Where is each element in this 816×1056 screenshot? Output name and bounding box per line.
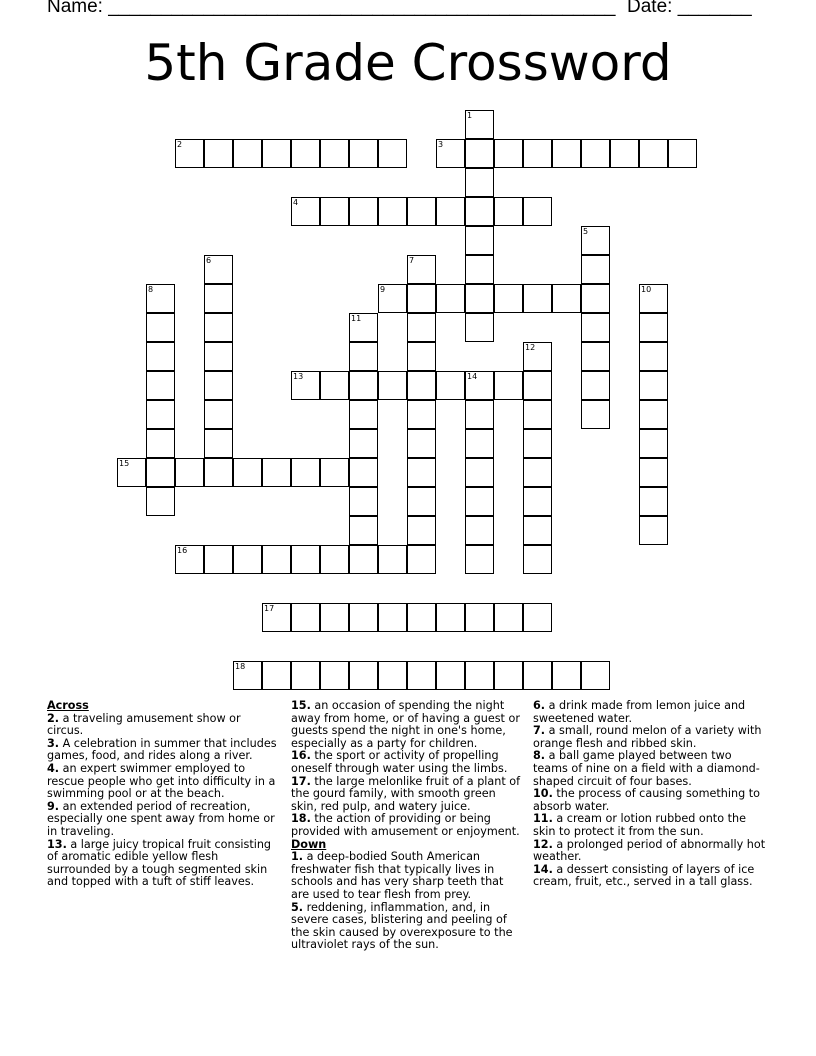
grid-cell[interactable] bbox=[291, 458, 320, 487]
grid-cell[interactable] bbox=[639, 487, 668, 516]
grid-cell[interactable] bbox=[146, 458, 175, 487]
grid-cell[interactable] bbox=[639, 313, 668, 342]
grid-cell[interactable] bbox=[146, 284, 175, 313]
grid-cell[interactable] bbox=[349, 400, 378, 429]
grid-cell[interactable] bbox=[349, 516, 378, 545]
down-clue-6: 6. a drink made from lemon juice and sweetened water. bbox=[533, 699, 746, 725]
grid-cell[interactable] bbox=[407, 197, 436, 226]
grid-cell[interactable] bbox=[436, 603, 465, 632]
grid-cell[interactable] bbox=[581, 661, 610, 690]
grid-cell[interactable] bbox=[465, 516, 494, 545]
grid-cell[interactable] bbox=[262, 603, 291, 632]
grid-cell[interactable] bbox=[581, 400, 610, 429]
across-clue-4: 4. an expert swimmer employed to rescue people who get into difficulty in a swimming pool or at the beach. bbox=[47, 761, 276, 801]
across-clue-17: 17. the large melonlike fruit of a plant of the gourd family, with smooth green skin, red pulp, and watery juice. bbox=[291, 774, 521, 813]
grid-cell[interactable] bbox=[320, 458, 349, 487]
grid-cell[interactable] bbox=[378, 661, 407, 690]
grid-cell[interactable] bbox=[494, 661, 523, 690]
grid-cell[interactable] bbox=[204, 313, 233, 342]
grid-cell[interactable] bbox=[465, 487, 494, 516]
grid-cell[interactable] bbox=[233, 545, 262, 574]
grid-cell[interactable] bbox=[465, 400, 494, 429]
grid-cell[interactable] bbox=[407, 400, 436, 429]
grid-cell[interactable] bbox=[262, 458, 291, 487]
grid-cell[interactable] bbox=[291, 545, 320, 574]
grid-cell[interactable] bbox=[639, 371, 668, 400]
grid-cell[interactable] bbox=[494, 197, 523, 226]
grid-cell[interactable] bbox=[233, 139, 262, 168]
grid-cell[interactable] bbox=[349, 661, 378, 690]
grid-cell[interactable] bbox=[639, 458, 668, 487]
grid-cell[interactable] bbox=[523, 429, 552, 458]
grid-cell[interactable] bbox=[407, 545, 436, 574]
grid-cell[interactable] bbox=[378, 603, 407, 632]
clues-column-1 bbox=[47, 700, 280, 889]
clue-number: 5 bbox=[583, 227, 589, 236]
grid-cell[interactable] bbox=[349, 458, 378, 487]
grid-cell[interactable] bbox=[378, 284, 407, 313]
grid-cell[interactable] bbox=[581, 255, 610, 284]
clue-number: 1 bbox=[467, 111, 473, 120]
grid-cell[interactable] bbox=[436, 284, 465, 313]
grid-cell[interactable] bbox=[146, 400, 175, 429]
grid-cell[interactable] bbox=[378, 545, 407, 574]
grid-cell[interactable] bbox=[407, 255, 436, 284]
clue-number: 18 bbox=[235, 662, 246, 671]
grid-cell[interactable] bbox=[465, 429, 494, 458]
grid-cell[interactable] bbox=[494, 603, 523, 632]
grid-cell[interactable] bbox=[407, 313, 436, 342]
grid-cell[interactable] bbox=[436, 139, 465, 168]
grid-cell[interactable] bbox=[233, 458, 262, 487]
across-clue-13: 13. a large juicy tropical fruit consisting of aromatic edible yellow flesh surrounded by a tough segmented skin and topped with a tuft of stiff leaves. bbox=[47, 837, 272, 889]
clue-number: 14 bbox=[467, 372, 478, 381]
clue-number: 10 bbox=[641, 285, 652, 294]
grid-cell[interactable] bbox=[175, 139, 204, 168]
grid-cell[interactable] bbox=[465, 255, 494, 284]
grid-cell[interactable] bbox=[407, 429, 436, 458]
grid-cell[interactable] bbox=[523, 516, 552, 545]
grid-cell[interactable] bbox=[378, 371, 407, 400]
clue-number: 12 bbox=[525, 343, 536, 352]
grid-cell[interactable] bbox=[320, 603, 349, 632]
down-clue-1: 1. a deep-bodied South American freshwater fish that typically lives in schools and has very sharp teeth that are used to tear flesh from prey. bbox=[291, 850, 504, 901]
grid-cell[interactable] bbox=[262, 139, 291, 168]
grid-cell[interactable] bbox=[581, 371, 610, 400]
clues-column-3 bbox=[533, 700, 766, 889]
grid-cell[interactable] bbox=[349, 197, 378, 226]
grid-cell[interactable] bbox=[465, 458, 494, 487]
grid-cell[interactable] bbox=[146, 342, 175, 371]
grid-cell[interactable] bbox=[523, 284, 552, 313]
grid-cell[interactable] bbox=[204, 139, 233, 168]
clues-column-2 bbox=[291, 700, 524, 952]
grid-cell[interactable] bbox=[610, 139, 639, 168]
grid-cell[interactable] bbox=[581, 284, 610, 313]
grid-cell[interactable] bbox=[407, 284, 436, 313]
grid-cell[interactable] bbox=[581, 313, 610, 342]
grid-cell[interactable] bbox=[204, 284, 233, 313]
grid-cell[interactable] bbox=[349, 545, 378, 574]
grid-cell[interactable] bbox=[436, 661, 465, 690]
clue-number: 2 bbox=[177, 140, 183, 149]
grid-cell[interactable] bbox=[291, 197, 320, 226]
grid-cell[interactable] bbox=[581, 342, 610, 371]
clue-number: 7 bbox=[409, 256, 415, 265]
clue-number: 4 bbox=[293, 198, 299, 207]
grid-cell[interactable] bbox=[465, 545, 494, 574]
grid-cell[interactable] bbox=[204, 429, 233, 458]
grid-cell[interactable] bbox=[523, 545, 552, 574]
down-clue-14: 14. a dessert consisting of layers of ice cream, fruit, etc., served in a tall glass. bbox=[533, 862, 755, 889]
clue-number: 3 bbox=[438, 140, 444, 149]
grid-cell[interactable] bbox=[320, 661, 349, 690]
grid-cell[interactable] bbox=[146, 429, 175, 458]
grid-cell[interactable] bbox=[146, 371, 175, 400]
down-heading: Down bbox=[291, 837, 327, 851]
grid-cell[interactable] bbox=[639, 139, 668, 168]
grid-cell[interactable] bbox=[523, 487, 552, 516]
date-field-label: Date: _______ bbox=[627, 0, 752, 17]
grid-cell[interactable] bbox=[407, 661, 436, 690]
grid-cell[interactable] bbox=[639, 342, 668, 371]
grid-cell[interactable] bbox=[349, 342, 378, 371]
down-clue-12: 12. a prolonged period of abnormally hot weather. bbox=[533, 837, 766, 864]
grid-cell[interactable] bbox=[465, 603, 494, 632]
down-clue-8: 8. a ball game played between two teams of nine on a field with a diamond-shaped circuit of four bases. bbox=[533, 749, 760, 788]
grid-cell[interactable] bbox=[494, 371, 523, 400]
across-heading: Across bbox=[47, 699, 89, 712]
grid-cell[interactable] bbox=[349, 313, 378, 342]
grid-cell[interactable] bbox=[291, 603, 320, 632]
grid-cell[interactable] bbox=[291, 661, 320, 690]
grid-cell[interactable] bbox=[494, 139, 523, 168]
across-clue-16: 16. the sport or activity of propelling oneself through water using the limbs. bbox=[291, 749, 508, 775]
grid-cell[interactable] bbox=[465, 371, 494, 400]
grid-cell[interactable] bbox=[349, 487, 378, 516]
down-clue-11: 11. a cream or lotion rubbed onto the skin to protect it from the sun. bbox=[533, 812, 746, 838]
grid-cell[interactable] bbox=[407, 487, 436, 516]
grid-cell[interactable] bbox=[523, 197, 552, 226]
grid-cell[interactable] bbox=[291, 139, 320, 168]
name-field-label: Name: ________________________________________________ bbox=[47, 0, 616, 17]
grid-cell[interactable] bbox=[523, 139, 552, 168]
grid-cell[interactable] bbox=[465, 661, 494, 690]
grid-cell[interactable] bbox=[204, 255, 233, 284]
grid-cell[interactable] bbox=[523, 371, 552, 400]
clue-number: 16 bbox=[177, 546, 188, 555]
clue-number: 6 bbox=[206, 256, 212, 265]
grid-cell[interactable] bbox=[552, 661, 581, 690]
across-clue-15: 15. an occasion of spending the night away from home, or of having a guest or guests spend the night in one's home, especially as a party for children. bbox=[291, 699, 520, 750]
across-clue-3: 3. A celebration in summer that includes games, food, and rides along a river. bbox=[47, 736, 277, 763]
grid-cell[interactable] bbox=[204, 458, 233, 487]
grid-cell[interactable] bbox=[523, 458, 552, 487]
grid-cell[interactable] bbox=[465, 197, 494, 226]
grid-cell[interactable] bbox=[465, 110, 494, 139]
grid-cell[interactable] bbox=[552, 284, 581, 313]
grid-cell[interactable] bbox=[204, 371, 233, 400]
grid-cell[interactable] bbox=[581, 139, 610, 168]
grid-cell[interactable] bbox=[407, 458, 436, 487]
grid-cell[interactable] bbox=[349, 429, 378, 458]
grid-cell[interactable] bbox=[349, 371, 378, 400]
grid-cell[interactable] bbox=[262, 661, 291, 690]
grid-cell[interactable] bbox=[668, 139, 697, 168]
clue-number: 17 bbox=[264, 604, 275, 613]
grid-cell[interactable] bbox=[378, 197, 407, 226]
grid-cell[interactable] bbox=[552, 139, 581, 168]
grid-cell[interactable] bbox=[291, 371, 320, 400]
grid-cell[interactable] bbox=[233, 661, 262, 690]
grid-cell[interactable] bbox=[378, 139, 407, 168]
grid-cell[interactable] bbox=[465, 226, 494, 255]
grid-cell[interactable] bbox=[204, 342, 233, 371]
grid-cell[interactable] bbox=[175, 458, 204, 487]
clue-number: 13 bbox=[293, 372, 304, 381]
grid-cell[interactable] bbox=[523, 342, 552, 371]
grid-cell[interactable] bbox=[407, 603, 436, 632]
grid-cell[interactable] bbox=[436, 197, 465, 226]
grid-cell[interactable] bbox=[436, 371, 465, 400]
across-clue-9: 9. an extended period of recreation, especially one spent away from home or in traveling. bbox=[47, 799, 275, 838]
grid-cell[interactable] bbox=[117, 458, 146, 487]
across-clue-18: 18. the action of providing or being provided with amusement or enjoyment. bbox=[291, 812, 520, 838]
grid-cell[interactable] bbox=[320, 197, 349, 226]
across-clue-2: 2. a traveling amusement show or circus. bbox=[47, 711, 241, 738]
down-clue-10: 10. the process of causing something to absorb water. bbox=[533, 787, 760, 813]
clue-number: 8 bbox=[148, 285, 154, 294]
grid-cell[interactable] bbox=[465, 139, 494, 168]
grid-cell[interactable] bbox=[639, 516, 668, 545]
grid-cell[interactable] bbox=[407, 371, 436, 400]
grid-cell[interactable] bbox=[523, 400, 552, 429]
grid-cell[interactable] bbox=[204, 545, 233, 574]
grid-cell[interactable] bbox=[523, 661, 552, 690]
grid-cell[interactable] bbox=[262, 545, 291, 574]
page-title: 5th Grade Crossword bbox=[144, 34, 672, 92]
grid-cell[interactable] bbox=[465, 313, 494, 342]
down-clue-7: 7. a small, round melon of a variety with orange flesh and ribbed skin. bbox=[533, 724, 762, 750]
grid-cell[interactable] bbox=[407, 342, 436, 371]
grid-cell[interactable] bbox=[494, 284, 523, 313]
grid-cell[interactable] bbox=[175, 545, 204, 574]
grid-cell[interactable] bbox=[320, 371, 349, 400]
down-clue-5: 5. reddening, inflammation, and, in severe cases, blistering and peeling of the skin caused by overexposure to the ultraviolet rays of the sun. bbox=[291, 900, 513, 952]
grid-cell[interactable] bbox=[320, 545, 349, 574]
grid-cell[interactable] bbox=[407, 516, 436, 545]
clue-number: 9 bbox=[380, 285, 386, 294]
grid-cell[interactable] bbox=[465, 284, 494, 313]
grid-cell[interactable] bbox=[581, 226, 610, 255]
grid-cell[interactable] bbox=[639, 400, 668, 429]
grid-cell[interactable] bbox=[146, 487, 175, 516]
clue-number: 15 bbox=[119, 459, 130, 468]
grid-cell[interactable] bbox=[639, 284, 668, 313]
grid-cell[interactable] bbox=[523, 603, 552, 632]
clue-number: 11 bbox=[351, 314, 362, 323]
grid-cell[interactable] bbox=[465, 168, 494, 197]
grid-cell[interactable] bbox=[320, 139, 349, 168]
grid-cell[interactable] bbox=[349, 603, 378, 632]
grid-cell[interactable] bbox=[349, 139, 378, 168]
grid-cell[interactable] bbox=[639, 429, 668, 458]
grid-cell[interactable] bbox=[204, 400, 233, 429]
grid-cell[interactable] bbox=[146, 313, 175, 342]
